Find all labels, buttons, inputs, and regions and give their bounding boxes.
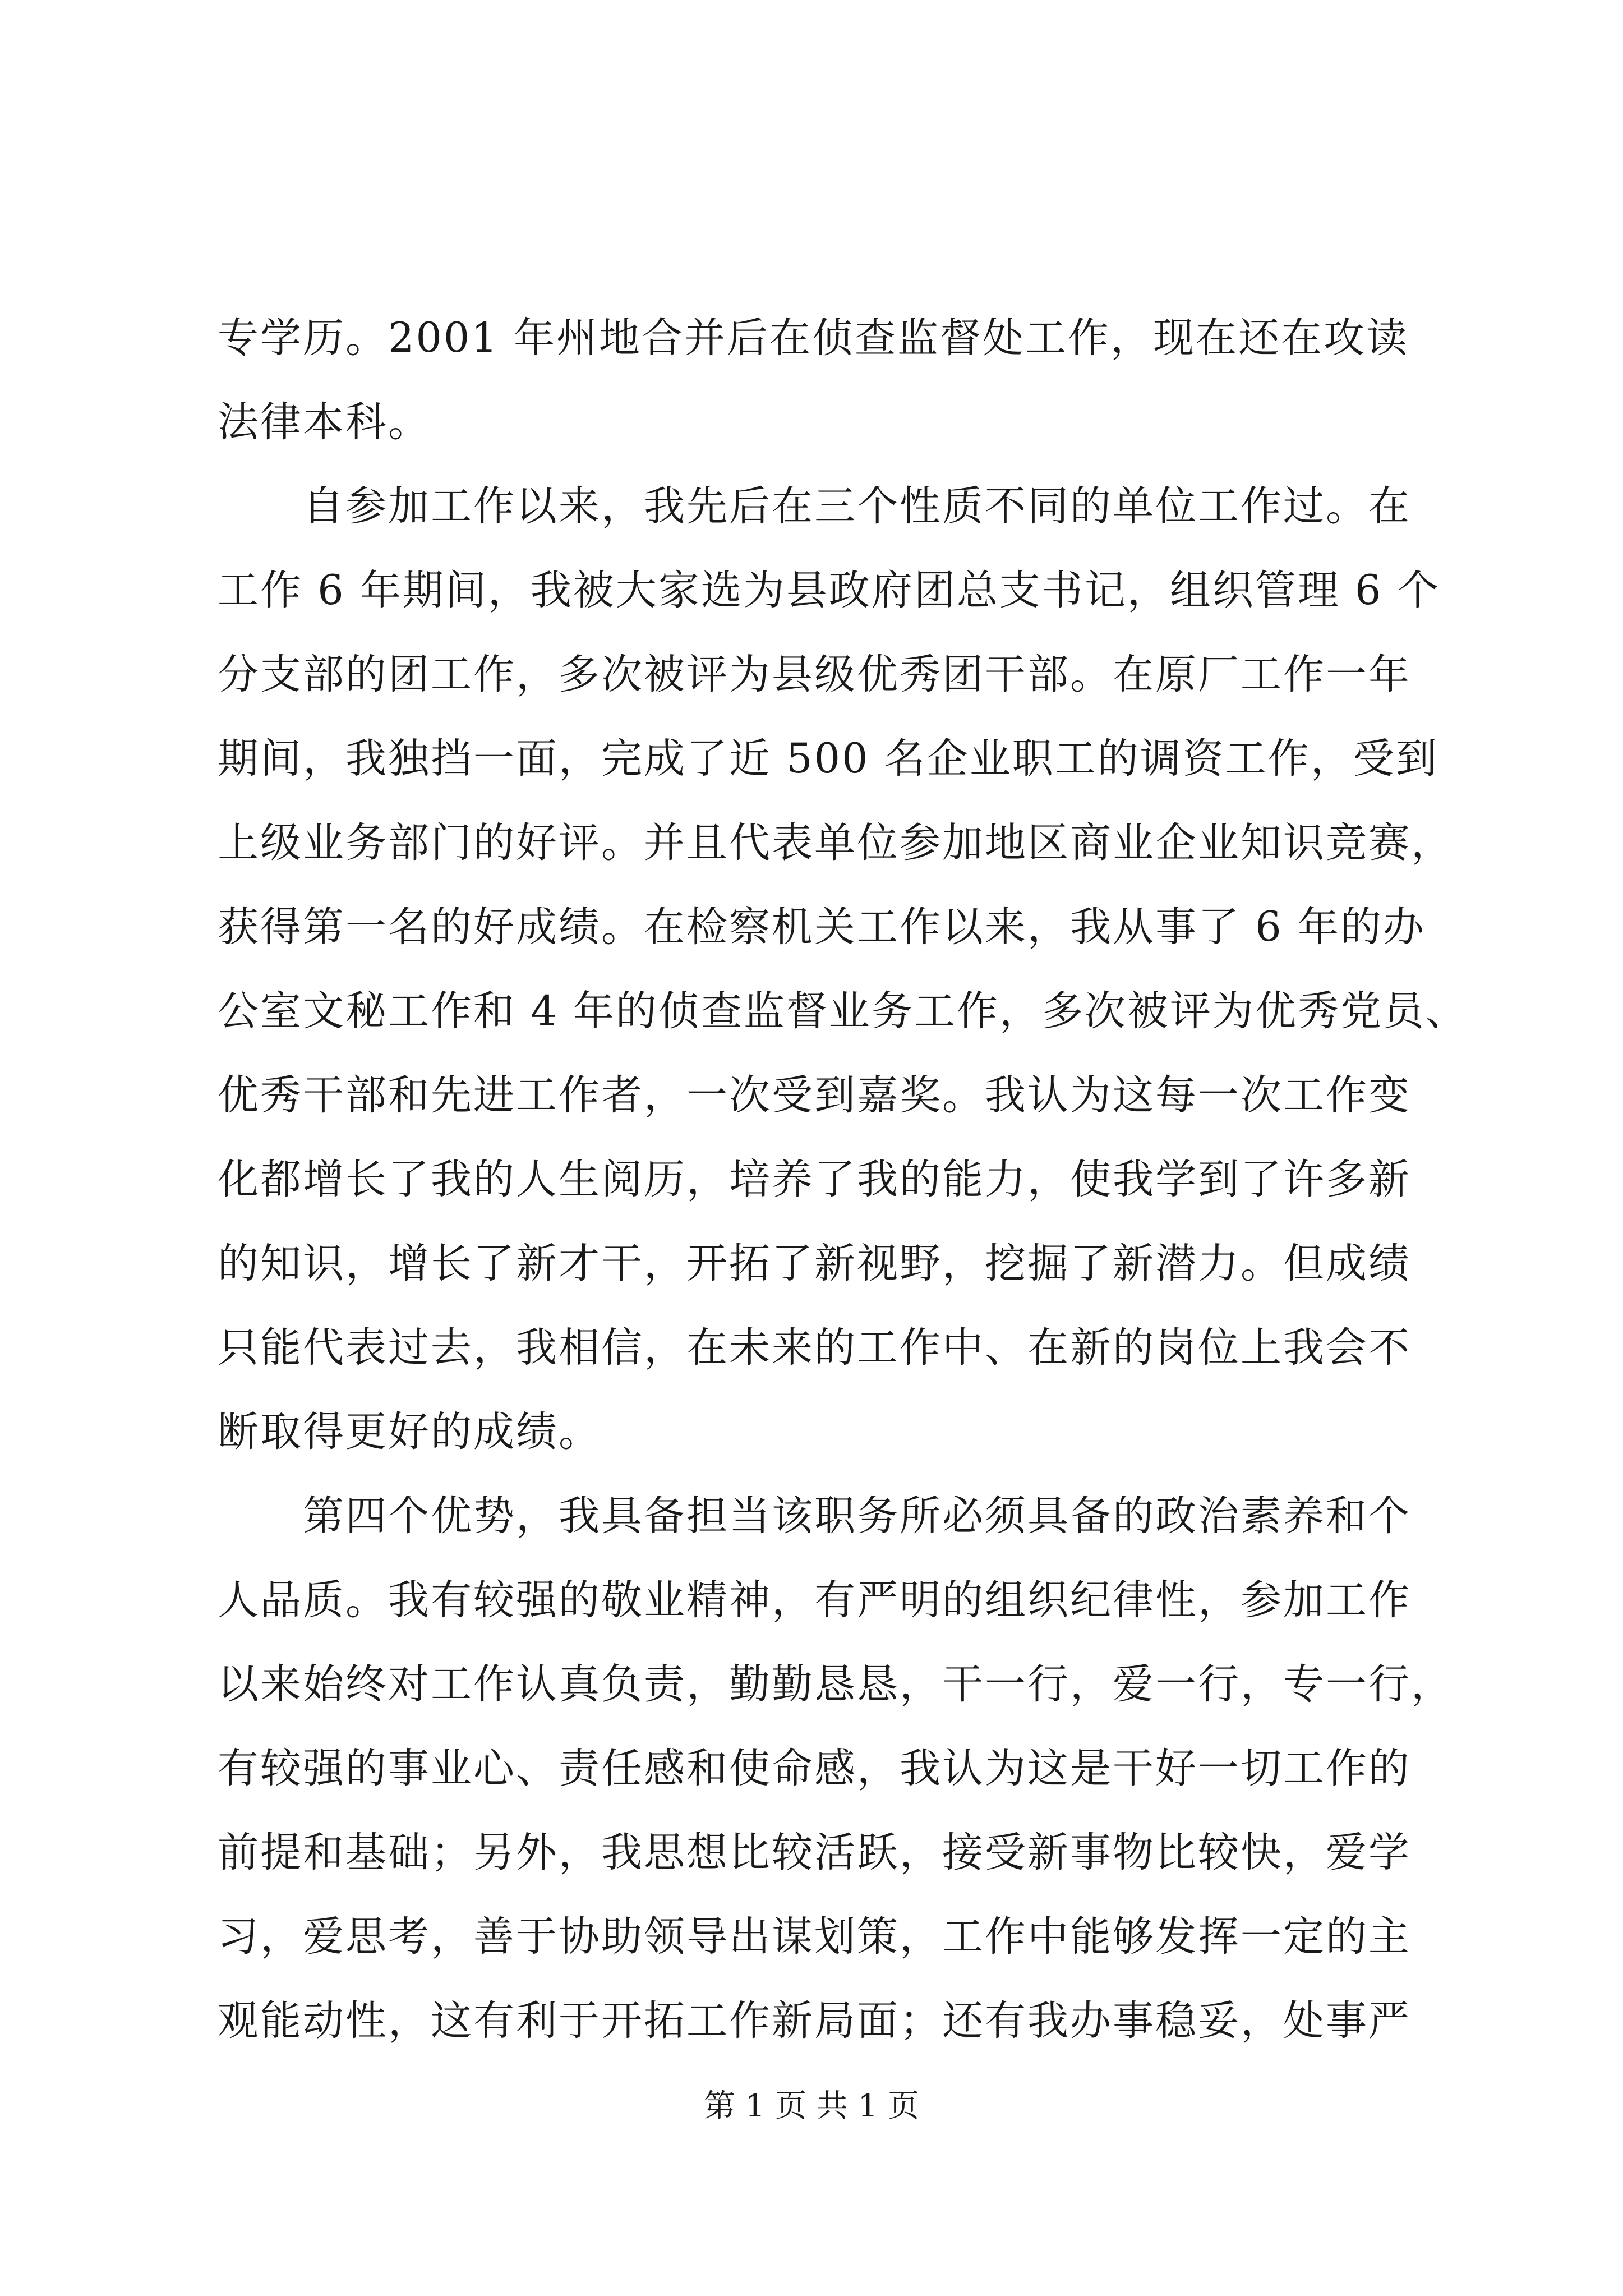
text-line: 习，爱思考，善于协助领导出谋划策，工作中能够发挥一定的主	[218, 1913, 1411, 1961]
text-line: 第四个优势，我具备担当该职务所必须具备的政治素养和个	[218, 1492, 1411, 1540]
text-line: 上级业务部门的好评。并且代表单位参加地区商业企业知识竞赛，	[218, 819, 1454, 867]
text-line: 法律本科。	[218, 398, 431, 446]
text-line: 化都增长了我的人生阅历，培养了我的能力，使我学到了许多新	[218, 1156, 1411, 1203]
text-line: 断取得更好的成绩。	[218, 1408, 601, 1456]
text-line: 专学历。2001 年州地合并后在侦查监督处工作，现在还在攻读	[218, 314, 1409, 362]
text-line: 优秀干部和先进工作者，一次受到嘉奖。我认为这每一次工作变	[218, 1071, 1411, 1119]
text-line: 工作 6 年期间，我被大家选为县政府团总支书记，组织管理 6 个	[218, 567, 1440, 614]
text-line: 只能代表过去，我相信，在未来的工作中、在新的岗位上我会不	[218, 1324, 1411, 1372]
text-line: 分支部的团工作，多次被评为县级优秀团干部。在原厂工作一年	[218, 651, 1411, 698]
text-line: 观能动性，这有利于开拓工作新局面；还有我办事稳妥，处事严	[218, 1997, 1411, 2045]
text-line: 人品质。我有较强的敬业精神，有严明的组织纪律性，参加工作	[218, 1576, 1411, 1624]
text-line: 的知识，增长了新才干，开拓了新视野，挖掘了新潜力。但成绩	[218, 1240, 1411, 1287]
text-line: 有较强的事业心、责任感和使命感，我认为这是干好一切工作的	[218, 1745, 1411, 1792]
page-footer: 第 1 页 共 1 页	[703, 2088, 920, 2124]
text-line: 期间，我独挡一面，完成了近 500 名企业职工的调资工作，受到	[218, 735, 1438, 783]
text-line: 自参加工作以来，我先后在三个性质不同的单位工作过。在	[218, 482, 1411, 530]
text-line: 前提和基础；另外，我思想比较活跃，接受新事物比较快，爱学	[218, 1829, 1411, 1876]
text-line: 获得第一名的好成绩。在检察机关工作以来，我从事了 6 年的办	[218, 903, 1426, 951]
document-body	[218, 296, 1468, 2063]
text-line: 公室文秘工作和 4 年的侦查监督业务工作，多次被评为优秀党员、	[218, 987, 1468, 1035]
text-line: 以来始终对工作认真负责，勤勤恳恳，干一行，爱一行，专一行，	[218, 1660, 1454, 1708]
